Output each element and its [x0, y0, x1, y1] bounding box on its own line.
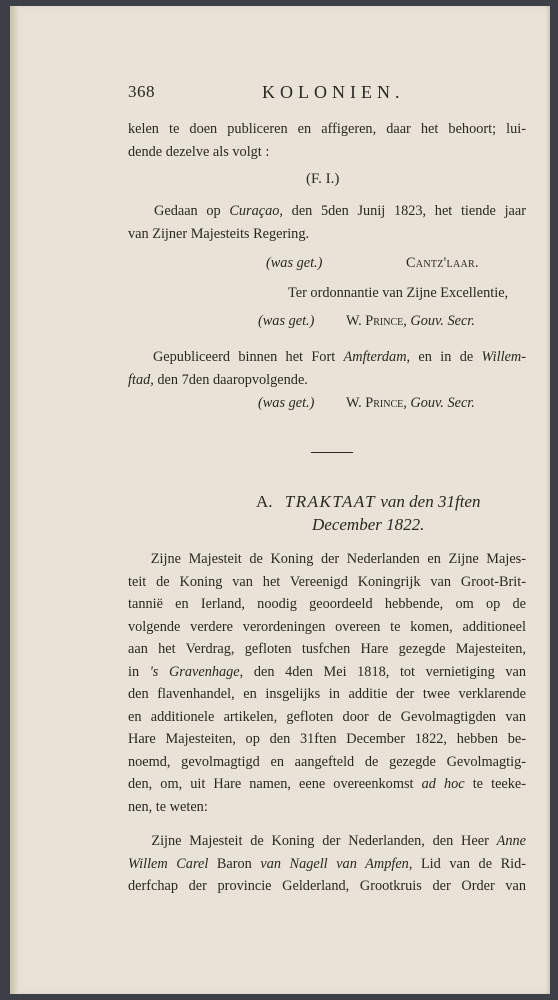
published-paragraph — [128, 346, 526, 391]
text-line — [128, 853, 526, 876]
section-word: TRAKTAAT — [284, 492, 377, 511]
text-span: den, om, uit Hare namen, eene overeenkomst — [128, 776, 422, 792]
text-line: tannië en Ierland, noodig geoordeeld hebbende, om op de — [128, 596, 526, 612]
text-line — [128, 830, 526, 853]
text-line: den flavenhandel, en insgelijks in additie der twee verklarende — [128, 686, 526, 702]
signatory-title: , Gouv. Secr. — [403, 395, 475, 411]
text-span: Gepubliceerd binnen het Fort — [152, 349, 344, 365]
signatory-name: W. Prince — [345, 313, 404, 329]
text-line — [128, 346, 526, 369]
text-line: aan het Verdrag, gefloten tusfchen Hare gezegde Majesteiten, — [128, 641, 526, 657]
signature-2 — [258, 310, 475, 333]
signature-1 — [266, 252, 479, 275]
place-name: ftad — [128, 371, 151, 388]
section-title-line-2: December 1822. — [312, 515, 425, 534]
text-line: teit de Koning van het Vereenigd Koningrijk van Groot-Brit- — [128, 573, 526, 590]
text-span: Zijne Majesteit de Koning der Nederlanden en Zijne Majes- — [150, 551, 526, 567]
section-date: van den 31ften — [376, 492, 481, 511]
was-get-label: (was get.) — [258, 395, 315, 411]
book-page — [10, 6, 550, 994]
section-title-line-1 — [256, 492, 480, 512]
page-binding-shadow — [10, 6, 20, 994]
section-divider — [311, 452, 353, 453]
text-line — [128, 548, 526, 571]
text-line: kelen te doen publiceren en affigeren, daar het behoort; lui- — [128, 121, 526, 137]
text-span: Gedaan op — [154, 203, 230, 219]
text-line: noemd, gevolmagtigd en aangefteld de gezegde Gevolmagtig- — [128, 753, 526, 770]
was-get-label: (was get.) — [258, 313, 315, 329]
text-line: Hare Majesteiten, op den 31ften December 1822, hebben be- — [128, 731, 526, 747]
person-name: Willem Carel — [128, 855, 209, 872]
signatory-name: Cantz'laar. — [405, 255, 479, 271]
was-get-label: (was get.) — [266, 255, 323, 271]
person-name: Anne — [496, 833, 526, 849]
signature-3 — [258, 392, 475, 415]
text-line: dende dezelve als volgt : — [128, 143, 270, 160]
signatory-title: , Gouv. Secr. — [403, 313, 475, 329]
text-line — [128, 369, 526, 392]
text-span: te teeke- — [464, 776, 527, 792]
running-head: KOLONIEN. — [262, 82, 405, 102]
text-span: , den 4den Mei 1818, tot vernietiging van — [239, 663, 526, 680]
dated-paragraph — [128, 200, 526, 245]
latin-phrase: ad hoc — [421, 776, 465, 792]
text-line: nen, te weten: — [128, 798, 208, 815]
text-span: Baron — [208, 855, 261, 872]
signatory-name: W. Prince — [345, 395, 404, 411]
text-line: derfchap der provincie Gelderland, Grootkruis der Order van — [128, 878, 526, 894]
text-line: volgende verdere verordeningen overeen te komen, additioneel — [128, 618, 526, 635]
treaty-paragraph-1 — [128, 548, 526, 818]
text-span: , den 7den daaropvolgende. — [150, 371, 308, 388]
text-span: , den 5den Junij 1823, het tiende jaar — [279, 203, 526, 219]
text-line — [128, 200, 526, 223]
text-line — [128, 661, 526, 684]
place-name: Amfterdam — [343, 349, 407, 365]
place-name: Curaçao — [229, 203, 280, 219]
text-span: in — [128, 663, 150, 680]
place-name: Willem- — [481, 349, 526, 365]
person-name: van Nagell van Ampfen — [260, 855, 409, 872]
section-letter: A. — [256, 492, 273, 511]
text-span: , Lid van de Rid- — [408, 855, 527, 872]
text-line: en additionele artikelen, gefloten door de Gevolmagtigden van — [128, 708, 526, 725]
order-line: Ter ordonnantie van Zijne Excellentie, — [288, 285, 509, 301]
page-header — [128, 82, 528, 108]
text-span: , en in de — [406, 349, 482, 365]
text-line — [128, 773, 526, 796]
text-line: van Zijner Majesteits Regering. — [128, 225, 310, 242]
seal-mark: (F. I.) — [306, 171, 340, 187]
page-number: 368 — [128, 82, 155, 101]
place-name: 's Gravenhage — [149, 663, 240, 680]
treaty-paragraph-2 — [128, 830, 526, 898]
continuation-paragraph — [128, 118, 526, 163]
text-span: Zijne Majesteit de Koning der Nederlanden, den Heer — [151, 833, 497, 849]
